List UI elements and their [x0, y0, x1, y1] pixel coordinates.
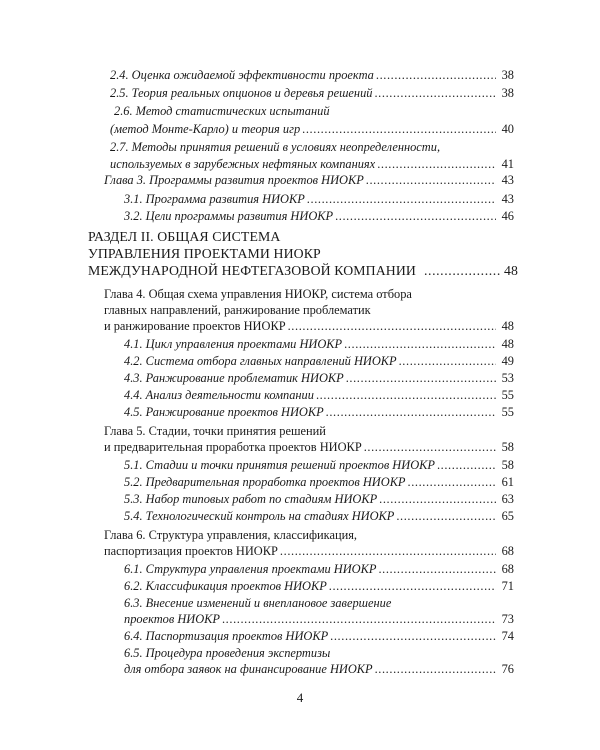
- toc-section-2-line3: [88, 262, 518, 279]
- toc-entry-2-7-line1: [110, 140, 514, 155]
- toc-chapter-4-line1: [104, 287, 514, 302]
- toc-entry-title: Глава 4. Общая схема управления НИОКР, система отбора: [104, 287, 412, 301]
- toc-entry-5-1: [124, 458, 514, 473]
- toc-entry-3-2: [124, 209, 514, 224]
- toc-entry-page: 65: [501, 509, 514, 523]
- toc-entry-6-4: [124, 629, 514, 644]
- dot-leader: [424, 262, 500, 279]
- toc-entry-title: 5.3. Набор типовых работ по стадиям НИОКР: [124, 492, 378, 506]
- toc-entry-title: и предварительная проработка проектов НИОКР: [104, 440, 362, 454]
- toc-chapter-5-line2: [104, 440, 514, 455]
- dot-leader: [378, 562, 496, 577]
- toc-entry-title: используемых в зарубежных нефтяных компаниях: [110, 157, 376, 171]
- dot-leader: [222, 612, 496, 627]
- toc-entry-title: 4.3. Ранжирование проблематик НИОКР: [124, 371, 344, 385]
- toc-entry-page: 41: [501, 157, 514, 171]
- toc-chapter-4-line3: [104, 319, 514, 334]
- toc-entry-title: 4.1. Цикл управления проектами НИОКР: [124, 337, 343, 351]
- toc-entry-title: 4.5. Ранжирование проектов НИОКР: [124, 405, 324, 419]
- toc-entry-page: 40: [501, 122, 514, 136]
- toc-entry-page: 49: [501, 354, 514, 368]
- toc-entry-title: 5.4. Технологический контроль на стадиях НИОКР: [124, 509, 395, 523]
- dot-leader: [307, 192, 496, 207]
- toc-entry-5-3: [124, 492, 514, 507]
- toc-entry-5-2: [124, 475, 514, 490]
- toc-entry-title: 3.2. Цели программы развития НИОКР: [124, 209, 334, 223]
- toc-entry-title: 3.1. Программа развития НИОКР: [124, 192, 305, 206]
- toc-entry-2-4: [110, 68, 514, 83]
- dot-leader: [335, 209, 496, 224]
- toc-entry-title: Глава 6. Структура управления, классификация,: [104, 528, 358, 542]
- toc-entry-title: 5.1. Стадии и точки принятия решений проектов НИОКР: [124, 458, 435, 472]
- toc-entry-page: 48: [501, 337, 514, 351]
- toc-entry-page: 43: [501, 173, 514, 187]
- toc-chapter-5-line1: [104, 424, 514, 439]
- toc-entry-title: (метод Монте-Карло) и теория игр: [110, 122, 301, 136]
- toc-entry-6-3-line2: [124, 612, 514, 627]
- dot-leader: [399, 354, 496, 369]
- toc-entry-page: 68: [501, 562, 514, 576]
- toc-entry-page: 55: [501, 388, 514, 402]
- dot-leader: [366, 173, 496, 188]
- toc-entry-title: 2.4. Оценка ожидаемой эффективности проекта: [110, 68, 374, 82]
- dot-leader: [376, 68, 496, 83]
- toc-entry-page: 55: [501, 405, 514, 419]
- toc-chapter-3: [104, 173, 514, 188]
- toc-section-title: МЕЖДУНАРОДНОЙ НЕФТЕГАЗОВОЙ КОМПАНИИ: [88, 263, 416, 278]
- toc-entry-page: 58: [501, 440, 514, 454]
- toc-entry-page: 38: [501, 68, 514, 82]
- toc-entry-4-5: [124, 405, 514, 420]
- toc-entry-title: для отбора заявок на финансирование НИОКР: [124, 662, 373, 676]
- toc-entry-2-6-line1: [114, 104, 514, 119]
- toc-entry-4-1: [124, 337, 514, 352]
- toc-entry-6-1: [124, 562, 514, 577]
- dot-leader: [344, 337, 496, 352]
- dot-leader: [408, 475, 497, 490]
- toc-entry-title: 2.6. Метод статистических испытаний: [114, 104, 330, 118]
- dot-leader: [330, 629, 496, 644]
- toc-entry-2-6-line2: [110, 122, 514, 137]
- toc-entry-title: 6.3. Внесение изменений и внеплановое завершение: [124, 596, 392, 610]
- toc-entry-title: 6.4. Паспортизация проектов НИОКР: [124, 629, 329, 643]
- page-number: 4: [296, 690, 304, 705]
- dot-leader: [375, 662, 496, 677]
- toc-entry-title: 4.4. Анализ деятельности компании: [124, 388, 314, 402]
- toc-entry-title: Глава 5. Стадии, точки принятия решений: [104, 424, 326, 438]
- toc-entry-page: 73: [501, 612, 514, 626]
- toc-entry-page: 63: [501, 492, 514, 506]
- dot-leader: [288, 319, 496, 334]
- toc-section-2-line1: [88, 228, 518, 245]
- toc-entry-title: главных направлений, ранжирование проблематик: [104, 303, 371, 317]
- toc-entry-6-5-line1: [124, 646, 514, 661]
- toc-entry-title: 6.1. Структура управления проектами НИОКР: [124, 562, 377, 576]
- toc-entry-page: 43: [501, 192, 514, 206]
- toc-entry-title: 6.2. Классификация проектов НИОКР: [124, 579, 327, 593]
- toc-entry-2-5: [110, 86, 514, 101]
- toc-entry-page: 58: [501, 458, 514, 472]
- toc-entry-page: 68: [501, 544, 514, 558]
- toc-entry-6-2: [124, 579, 514, 594]
- toc-entry-4-3: [124, 371, 514, 386]
- toc-entry-2-7-line2: [110, 157, 514, 172]
- toc-entry-3-1: [124, 192, 514, 207]
- toc-entry-title: паспортизация проектов НИОКР: [104, 544, 278, 558]
- dot-leader: [374, 86, 496, 101]
- toc-entry-6-5-line2: [124, 662, 514, 677]
- toc-entry-page: 53: [501, 371, 514, 385]
- dot-leader: [396, 509, 496, 524]
- dot-leader: [302, 122, 496, 137]
- toc-entry-title: 2.7. Методы принятия решений в условиях неопределенности,: [110, 140, 441, 154]
- toc-entry-5-4: [124, 509, 514, 524]
- dot-leader: [379, 492, 496, 507]
- toc-entry-page: 38: [501, 86, 514, 100]
- toc-section-2-line2: [88, 245, 518, 262]
- toc-chapter-4-line2: [104, 303, 514, 318]
- toc-entry-page: 61: [501, 475, 514, 489]
- toc-entry-6-3-line1: [124, 596, 514, 611]
- toc-entry-page: 48: [501, 319, 514, 333]
- toc-entry-title: 2.5. Теория реальных опционов и деревья решений: [110, 86, 373, 100]
- dot-leader: [437, 458, 496, 473]
- toc-chapter-6-line2: [104, 544, 514, 559]
- dot-leader: [346, 371, 496, 386]
- dot-leader: [364, 440, 496, 455]
- toc-entry-title: 4.2. Система отбора главных направлений НИОКР: [124, 354, 397, 368]
- toc-entry-title: 6.5. Процедура проведения экспертизы: [124, 646, 331, 660]
- toc-section-title: УПРАВЛЕНИЯ ПРОЕКТАМИ НИОКР: [88, 246, 321, 261]
- toc-section-title: РАЗДЕЛ II. ОБЩАЯ СИСТЕМА: [88, 229, 281, 244]
- dot-leader: [316, 388, 496, 403]
- toc-entry-title: 5.2. Предварительная проработка проектов НИОКР: [124, 475, 406, 489]
- toc-entry-page: 48: [504, 263, 518, 278]
- toc-entry-title: проектов НИОКР: [124, 612, 220, 626]
- toc-entry-page: 46: [501, 209, 514, 223]
- toc-entry-4-2: [124, 354, 514, 369]
- dot-leader: [280, 544, 496, 559]
- toc-entry-4-4: [124, 388, 514, 403]
- dot-leader: [329, 579, 496, 594]
- toc-entry-page: 74: [501, 629, 514, 643]
- toc-entry-page: 71: [501, 579, 514, 593]
- toc-entry-title: Глава 3. Программы развития проектов НИОКР: [104, 173, 364, 187]
- toc-entry-page: 76: [501, 662, 514, 676]
- dot-leader: [377, 157, 496, 172]
- toc-entry-title: и ранжирование проектов НИОКР: [104, 319, 286, 333]
- dot-leader: [326, 405, 496, 420]
- toc-chapter-6-line1: [104, 528, 514, 543]
